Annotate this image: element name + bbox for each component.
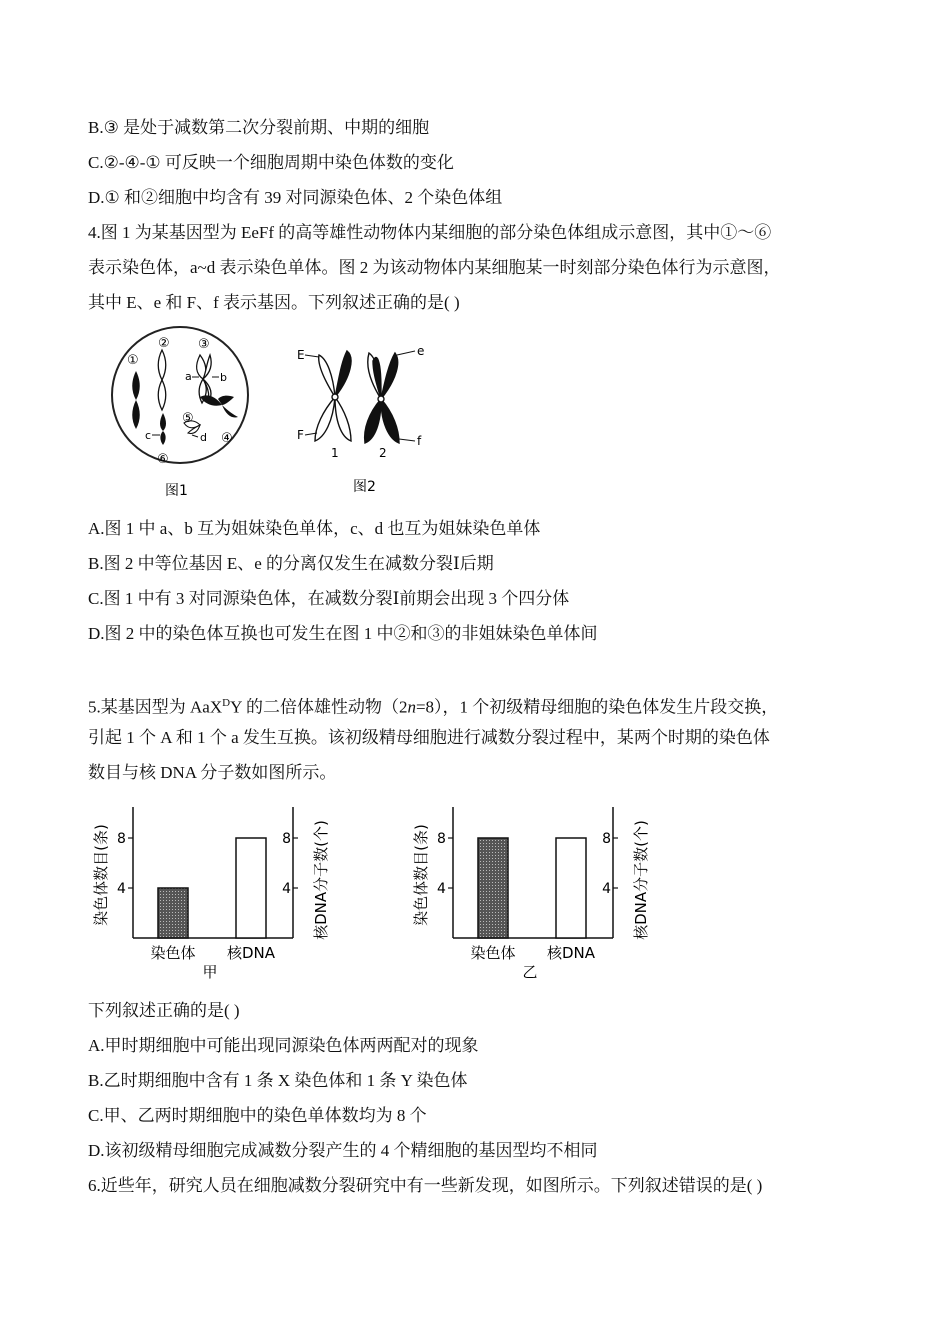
pointer-f — [399, 439, 415, 441]
q5-stem-part-c: =8），1 个初级精母细胞的染色体发生片段交换， — [415, 697, 779, 717]
right-tick-label-4: 4 — [602, 881, 611, 897]
left-axis-title: 染色体数目(条) — [412, 824, 430, 926]
figure-1-cell — [100, 325, 260, 505]
pointer-e — [397, 351, 415, 355]
chromosome-6 — [160, 413, 166, 445]
q4-stem-line-2: 表示染色体，a~d 表示染色单体。图 2 为该动物体内某细胞某一时刻部分染色体行为示意图， — [88, 258, 781, 277]
label-gene-F: F — [297, 428, 304, 442]
q5-option-d: D.该初级精母细胞完成减数分裂产生的 4 个精细胞的基因型均不相同 — [88, 1141, 598, 1160]
figure-1-caption: 图1 — [165, 483, 188, 499]
q5-stem-italic-n: n — [407, 697, 416, 717]
q4-stem-line-1: 4.图 1 为某基因型为 EeFf 的高等雄性动物体内某细胞的部分染色体组成示意图，其中①～⑥ — [88, 223, 772, 242]
q4-option-c: C.图 1 中有 3 对同源染色体，在减数分裂Ⅰ前期会出现 3 个四分体 — [88, 589, 570, 608]
label-gene-E: E — [297, 348, 305, 362]
figure-2-caption: 图2 — [353, 479, 376, 495]
chromosome-4 — [200, 395, 238, 417]
label-chromatid-d: d — [200, 431, 207, 444]
label-chromatid-c: c — [145, 429, 152, 442]
q5-stem-line-3: 数目与核 DNA 分子数如图所示。 — [88, 763, 337, 782]
right-axis-title: 核DNA分子数(个) — [312, 820, 330, 940]
q4-stem-line-3: 其中 E、e 和 F、f 表示基因。下列叙述正确的是( ) — [88, 293, 460, 312]
category-label-1: 核DNA — [546, 944, 596, 962]
label-gene-f: f — [417, 434, 422, 448]
label-chr-1: ① — [127, 353, 139, 368]
q5-option-c: C.甲、乙两时期细胞中的染色单体数均为 8 个 — [88, 1106, 427, 1125]
label-chr-num-1: 1 — [331, 446, 339, 460]
q4-option-b: B.图 2 中等位基因 E、e 的分离仅发生在减数分裂Ⅰ后期 — [88, 554, 494, 573]
category-label-0: 染色体 — [150, 944, 196, 962]
q3-option-b: B.③ 是处于减数第二次分裂前期、中期的细胞 — [88, 118, 430, 137]
bar-chromosome — [478, 838, 508, 938]
right-tick-label-4: 4 — [282, 881, 291, 897]
q5-stem-line-1 — [88, 692, 778, 719]
right-axis-title: 核DNA分子数(个) — [632, 820, 650, 940]
left-tick-label-8: 8 — [117, 831, 126, 847]
q3-option-c: C.②-④-① 可反映一个细胞周期中染色体数的变化 — [88, 153, 454, 172]
category-label-0: 染色体 — [470, 944, 516, 962]
left-tick-label-4: 4 — [437, 881, 446, 897]
category-label-1: 核DNA — [226, 944, 276, 962]
q5-option-a: A.甲时期细胞中可能出现同源染色体两两配对的现象 — [88, 1036, 479, 1055]
chromosome-1 — [132, 371, 140, 429]
chart-title: 甲 — [202, 963, 218, 981]
q5-stem-line-2: 引起 1 个 A 和 1 个 a 发生互换。该初级精母细胞进行减数分裂过程中，某两个时期的染色体 — [88, 728, 770, 747]
q4-option-d: D.图 2 中的染色体互换也可发生在图 1 中②和③的非姐妹染色单体间 — [88, 624, 598, 643]
label-chr-num-2: 2 — [379, 446, 387, 460]
bar-nuclear-dna — [556, 838, 586, 938]
bar-chart-jia — [88, 795, 348, 990]
label-chr-5: ⑤ — [182, 411, 194, 426]
label-gene-e: e — [417, 345, 425, 358]
right-tick-label-8: 8 — [602, 831, 611, 847]
bar-nuclear-dna — [236, 838, 266, 938]
label-chr-6: ⑥ — [157, 452, 169, 467]
label-chromatid-b: b — [220, 371, 227, 384]
chromosome-pair-2 — [365, 353, 399, 443]
figure-2-crossover — [295, 345, 435, 505]
q5-option-b: B.乙时期细胞中含有 1 条 X 染色体和 1 条 Y 染色体 — [88, 1071, 468, 1090]
label-chromatid-a: a — [185, 370, 192, 383]
bar-chromosome — [158, 888, 188, 938]
q5-stem-superscript: D — [222, 697, 231, 709]
q3-option-d: D.① 和②细胞中均含有 39 对同源染色体、2 个染色体组 — [88, 188, 503, 207]
q5-stem-part-b: Y 的二倍体雄性动物（2 — [230, 697, 408, 717]
q6-stem: 6.近些年，研究人员在细胞减数分裂研究中有一些新发现，如图所示。下列叙述错误的是( ) — [88, 1176, 763, 1195]
left-tick-label-4: 4 — [117, 881, 126, 897]
label-chr-4: ④ — [221, 431, 233, 446]
label-chr-3: ③ — [198, 337, 210, 352]
left-tick-label-8: 8 — [437, 831, 446, 847]
q5-stem-part-a: 5.某基因型为 AaX — [88, 697, 223, 717]
q4-option-a: A.图 1 中 a、b 互为姐妹染色单体，c、d 也互为姐妹染色单体 — [88, 519, 541, 538]
pointer-d — [192, 435, 198, 437]
chromosome-pair-1 — [315, 351, 351, 441]
pointer-E — [305, 355, 319, 357]
chromosome-2 — [158, 350, 166, 410]
left-axis-title: 染色体数目(条) — [92, 824, 110, 926]
label-chr-2: ② — [158, 336, 170, 351]
bar-chart-yi — [408, 795, 668, 990]
right-tick-label-8: 8 — [282, 831, 291, 847]
chart-title: 乙 — [522, 963, 538, 981]
q5-question: 下列叙述正确的是( ) — [88, 1001, 240, 1020]
